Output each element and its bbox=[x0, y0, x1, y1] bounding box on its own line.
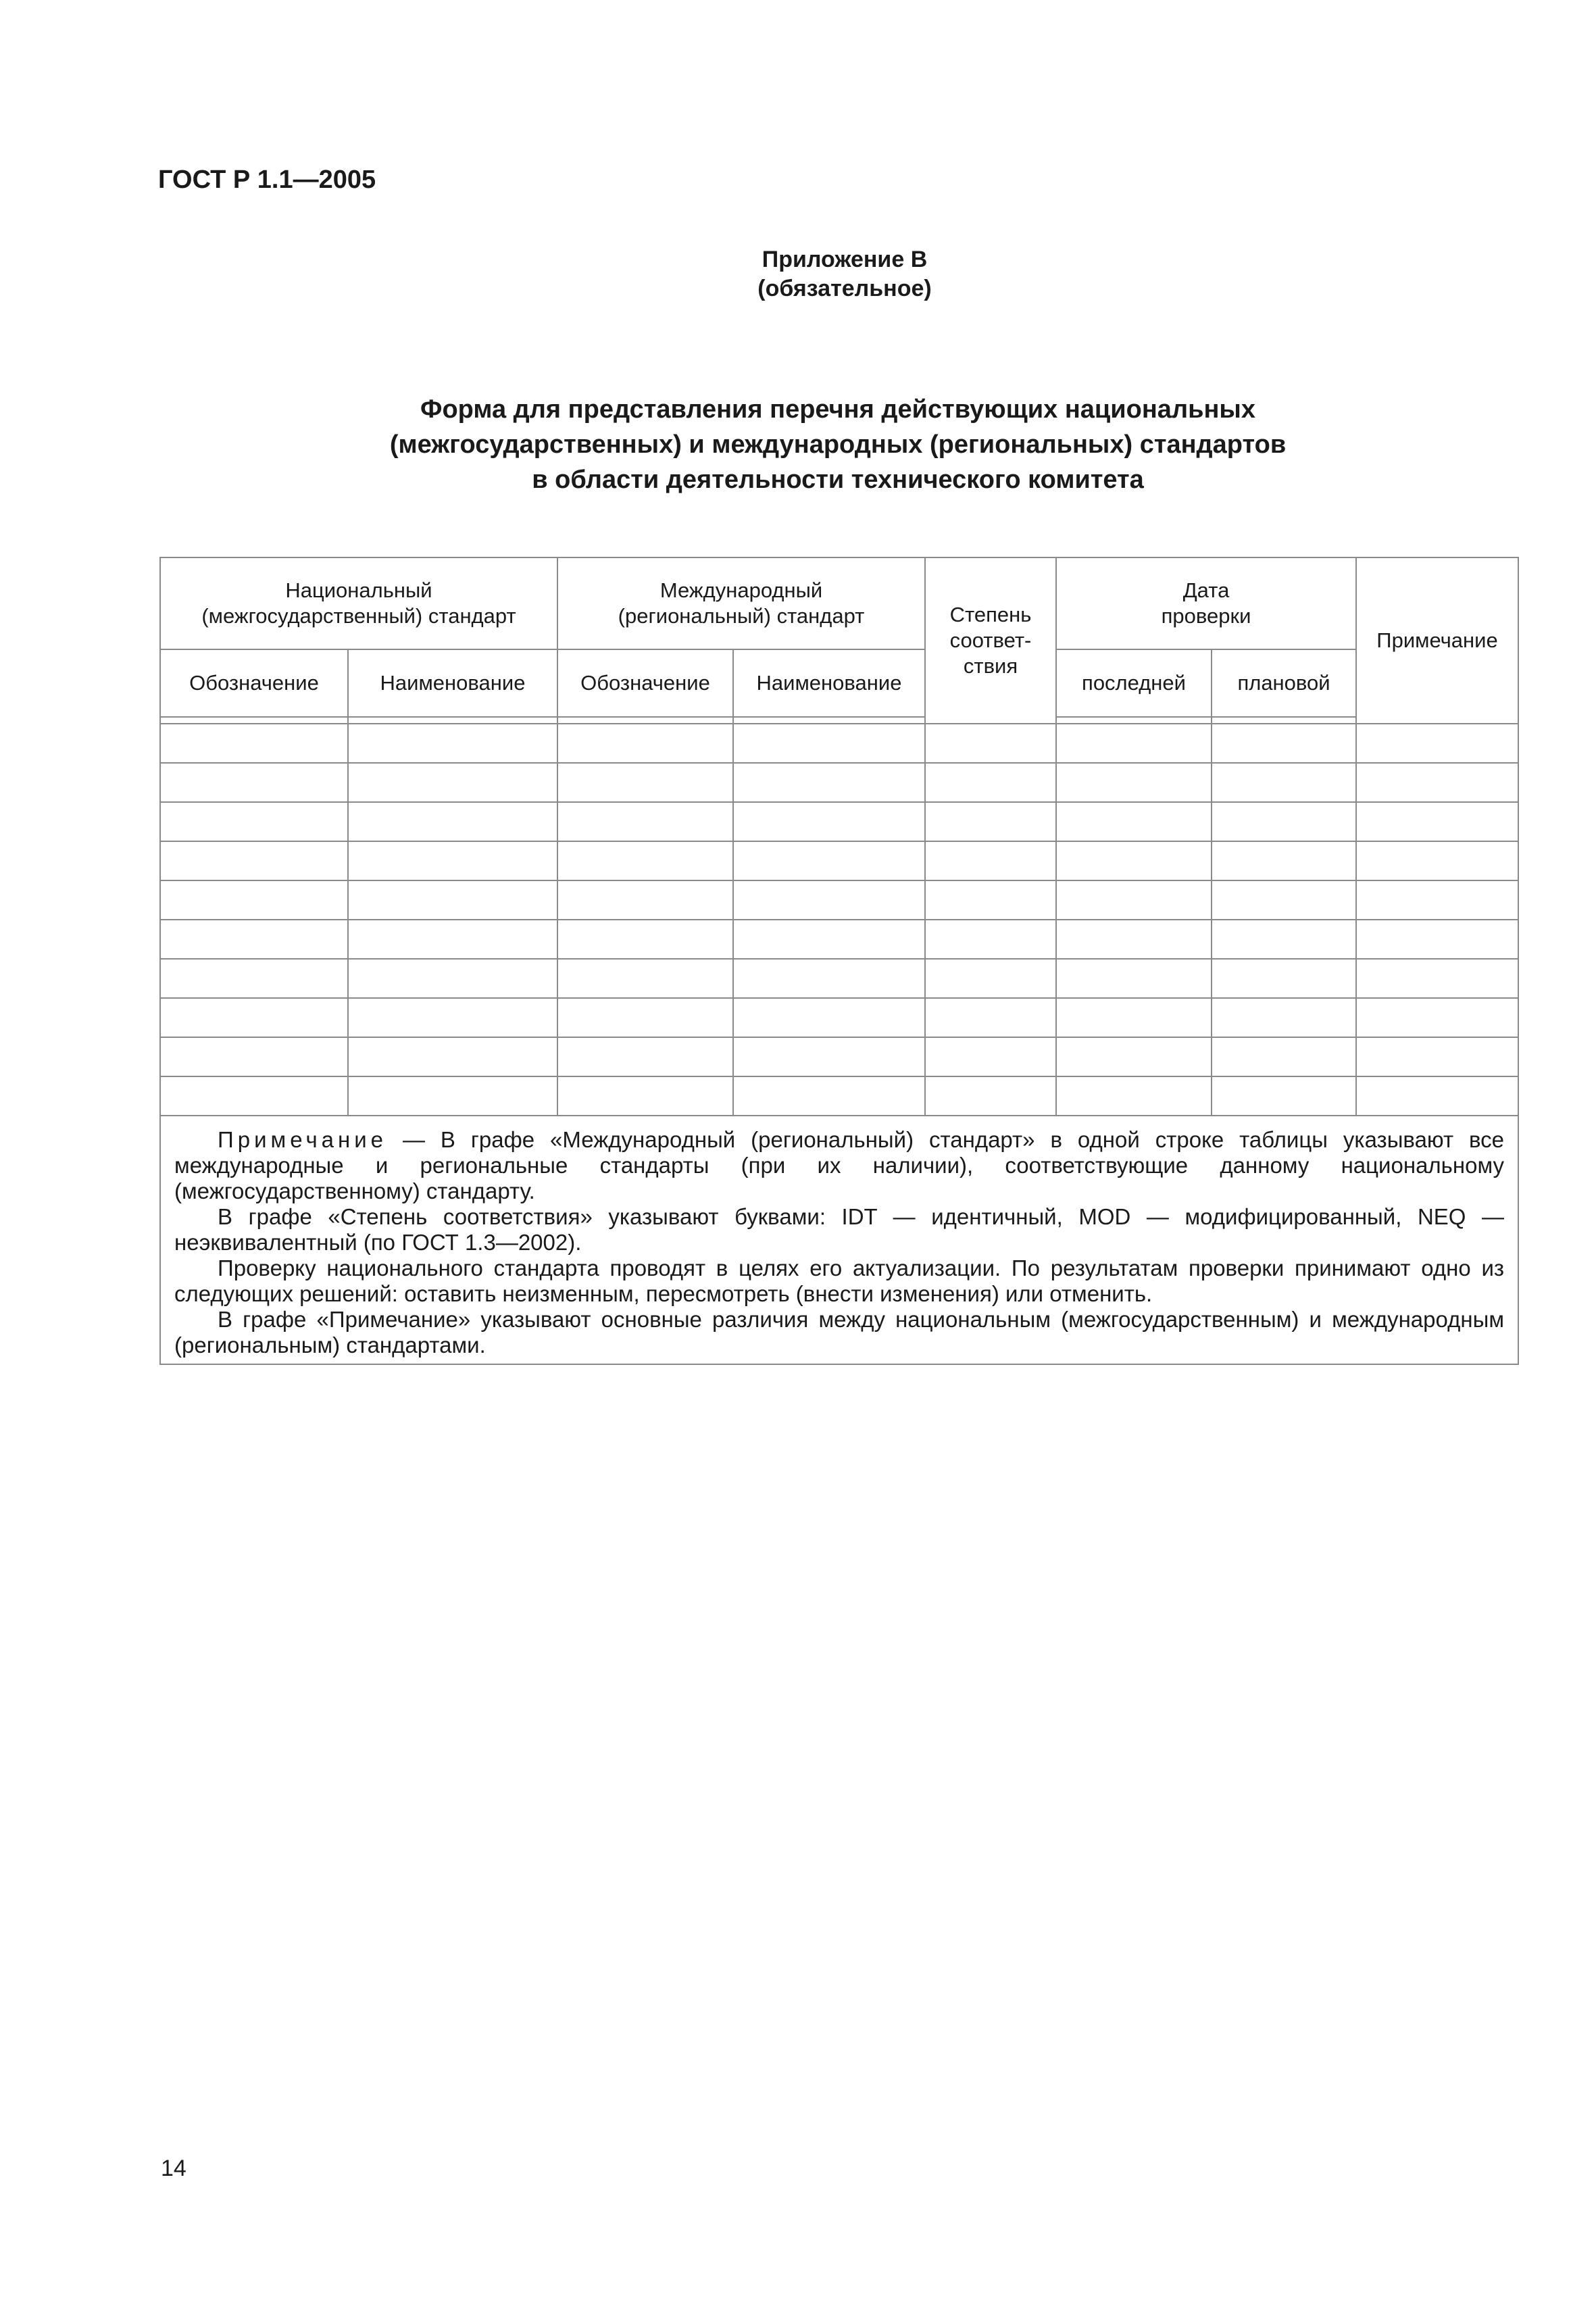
header-national-standard bbox=[160, 557, 557, 649]
table-cell bbox=[557, 841, 733, 880]
table-cell bbox=[557, 763, 733, 802]
table-cell bbox=[1212, 1037, 1356, 1076]
table-cell bbox=[733, 724, 925, 763]
header-line: соответ- bbox=[949, 628, 1032, 652]
table-cell bbox=[733, 880, 925, 920]
document-code: ГОСТ Р 1.1—2005 bbox=[158, 166, 376, 194]
header-line: Степень bbox=[949, 603, 1032, 626]
table-cell bbox=[1056, 880, 1212, 920]
table-cell bbox=[1056, 920, 1212, 959]
table-cell bbox=[160, 920, 348, 959]
table-cell bbox=[733, 717, 925, 724]
table-cell bbox=[1056, 998, 1212, 1037]
table-cell bbox=[1212, 998, 1356, 1037]
table-row bbox=[160, 998, 1518, 1037]
table-row bbox=[160, 1037, 1518, 1076]
table-row bbox=[160, 920, 1518, 959]
table-cell bbox=[160, 1076, 348, 1116]
table-row bbox=[160, 841, 1518, 880]
table-cell bbox=[348, 724, 557, 763]
table-cell bbox=[1356, 880, 1518, 920]
header-line: (региональный) стандарт bbox=[618, 604, 865, 628]
header-international-name: Наименование bbox=[733, 649, 925, 717]
table-cell bbox=[1212, 802, 1356, 841]
table-cell bbox=[557, 1037, 733, 1076]
table-cell bbox=[733, 1076, 925, 1116]
table-cell bbox=[925, 1037, 1056, 1076]
header-line: Дата bbox=[1182, 578, 1230, 602]
table-cell bbox=[733, 959, 925, 998]
table-cell bbox=[733, 763, 925, 802]
table-cell bbox=[1356, 724, 1518, 763]
table-cell bbox=[1212, 959, 1356, 998]
table-cell bbox=[1056, 802, 1212, 841]
table-cell bbox=[348, 959, 557, 998]
table-row bbox=[160, 1076, 1518, 1116]
header-international-standard bbox=[557, 557, 925, 649]
table-cell bbox=[348, 802, 557, 841]
header-check-date bbox=[1056, 557, 1356, 649]
table-cell bbox=[1056, 1037, 1212, 1076]
header-last-check: последней bbox=[1056, 649, 1212, 717]
table-cell bbox=[160, 880, 348, 920]
table-row bbox=[160, 959, 1518, 998]
table-cell bbox=[1212, 1076, 1356, 1116]
header-line: ствия bbox=[963, 654, 1018, 678]
table-cell bbox=[1212, 841, 1356, 880]
header-degree-of-correspondence bbox=[925, 557, 1056, 724]
table-cell bbox=[348, 920, 557, 959]
table-cell bbox=[925, 880, 1056, 920]
note-paragraph: В графе «Степень соответствия» указывают буквами: IDT — идентичный, MOD — модифицированный, NEQ — неэквивалентный (по ГОСТ 1.3—2002). bbox=[174, 1204, 1505, 1255]
table-cell bbox=[1356, 1076, 1518, 1116]
table-cell bbox=[557, 998, 733, 1037]
table-cell bbox=[348, 880, 557, 920]
table-cell bbox=[1212, 763, 1356, 802]
table-cell bbox=[348, 1037, 557, 1076]
table-row bbox=[160, 802, 1518, 841]
table-cell bbox=[1212, 880, 1356, 920]
table-cell bbox=[557, 959, 733, 998]
table-cell bbox=[1356, 998, 1518, 1037]
table-cell bbox=[1056, 1076, 1212, 1116]
table-row bbox=[160, 880, 1518, 920]
table-cell bbox=[1356, 763, 1518, 802]
table-cell bbox=[733, 841, 925, 880]
table-cell bbox=[925, 998, 1056, 1037]
header-line: Национальный bbox=[285, 578, 432, 602]
table-cell bbox=[557, 724, 733, 763]
table-cell bbox=[1356, 802, 1518, 841]
table-cell bbox=[160, 763, 348, 802]
table-cell bbox=[1056, 724, 1212, 763]
table-cell bbox=[1056, 717, 1212, 724]
header-remark: Примечание bbox=[1356, 557, 1518, 724]
header-national-designation: Обозначение bbox=[160, 649, 348, 717]
table-row bbox=[160, 724, 1518, 763]
table-cell bbox=[1212, 724, 1356, 763]
form-title-line: (межгосударственных) и международных (региональных) стандартов bbox=[389, 430, 1287, 459]
table-cell bbox=[348, 717, 557, 724]
header-line: проверки bbox=[1161, 604, 1251, 628]
table-cell bbox=[557, 802, 733, 841]
form-title-line: в области деятельности технического комитета bbox=[532, 466, 1144, 494]
annex-title: Приложение В bbox=[762, 247, 928, 272]
note-text: — В графе «Международный (региональный) стандарт» в одной строке таблицы указывают все международные и региональные стандарты (при их наличии), соответствующие данному национальному (межгосударственному) стандарту. bbox=[174, 1127, 1505, 1203]
header-line: Международный bbox=[659, 578, 823, 602]
table-cell bbox=[557, 1076, 733, 1116]
header-line: (межгосударственный) стандарт bbox=[201, 604, 516, 628]
table-cell bbox=[1056, 841, 1212, 880]
table-cell bbox=[1212, 717, 1356, 724]
table-cell bbox=[1356, 920, 1518, 959]
table-cell bbox=[160, 841, 348, 880]
note-paragraph: В графе «Примечание» указывают основные различия между национальным (межгосударственным) и международным (региональным) стандартами. bbox=[174, 1307, 1505, 1358]
note-paragraph bbox=[174, 1127, 1504, 1204]
header-planned-check: плановой bbox=[1212, 649, 1356, 717]
table-cell bbox=[348, 998, 557, 1037]
table-cell bbox=[1356, 1037, 1518, 1076]
table-cell bbox=[733, 802, 925, 841]
table-row bbox=[160, 763, 1518, 802]
table-cell bbox=[925, 724, 1056, 763]
table-cell bbox=[160, 802, 348, 841]
header-international-designation: Обозначение bbox=[557, 649, 733, 717]
table-cell bbox=[160, 998, 348, 1037]
table-cell bbox=[1056, 763, 1212, 802]
table-cell bbox=[557, 920, 733, 959]
note-label: Примечание bbox=[218, 1127, 388, 1152]
table-cell bbox=[733, 1037, 925, 1076]
table-cell bbox=[1356, 841, 1518, 880]
note-paragraph: Проверку национального стандарта проводят в целях его актуализации. По результатам проверки принимают одно из следующих решений: оставить неизменным, пересмотреть (внести изменения) или отменить. bbox=[174, 1255, 1505, 1306]
annex-status: (обязательное) bbox=[757, 276, 932, 301]
table-cell bbox=[1212, 920, 1356, 959]
table-cell bbox=[925, 959, 1056, 998]
table-cell bbox=[925, 763, 1056, 802]
table-note bbox=[160, 1116, 1518, 1364]
table-cell bbox=[1356, 959, 1518, 998]
table-cell bbox=[557, 717, 733, 724]
table-cell bbox=[348, 763, 557, 802]
table-cell bbox=[160, 1037, 348, 1076]
page-number: 14 bbox=[161, 2156, 186, 2181]
table-cell bbox=[160, 717, 348, 724]
header-national-name: Наименование bbox=[348, 649, 557, 717]
form-title-line: Форма для представления перечня действующих национальных bbox=[420, 395, 1255, 424]
table-cell bbox=[925, 841, 1056, 880]
table-cell bbox=[925, 920, 1056, 959]
table-cell bbox=[160, 959, 348, 998]
table-cell bbox=[733, 920, 925, 959]
table-cell bbox=[557, 880, 733, 920]
table-cell bbox=[733, 998, 925, 1037]
table-cell bbox=[348, 841, 557, 880]
table-cell bbox=[160, 724, 348, 763]
table-cell bbox=[1056, 959, 1212, 998]
standards-form-table bbox=[159, 557, 1519, 1365]
table-cell bbox=[925, 802, 1056, 841]
table-cell bbox=[348, 1076, 557, 1116]
form-title bbox=[203, 392, 1473, 497]
table-cell bbox=[925, 1076, 1056, 1116]
